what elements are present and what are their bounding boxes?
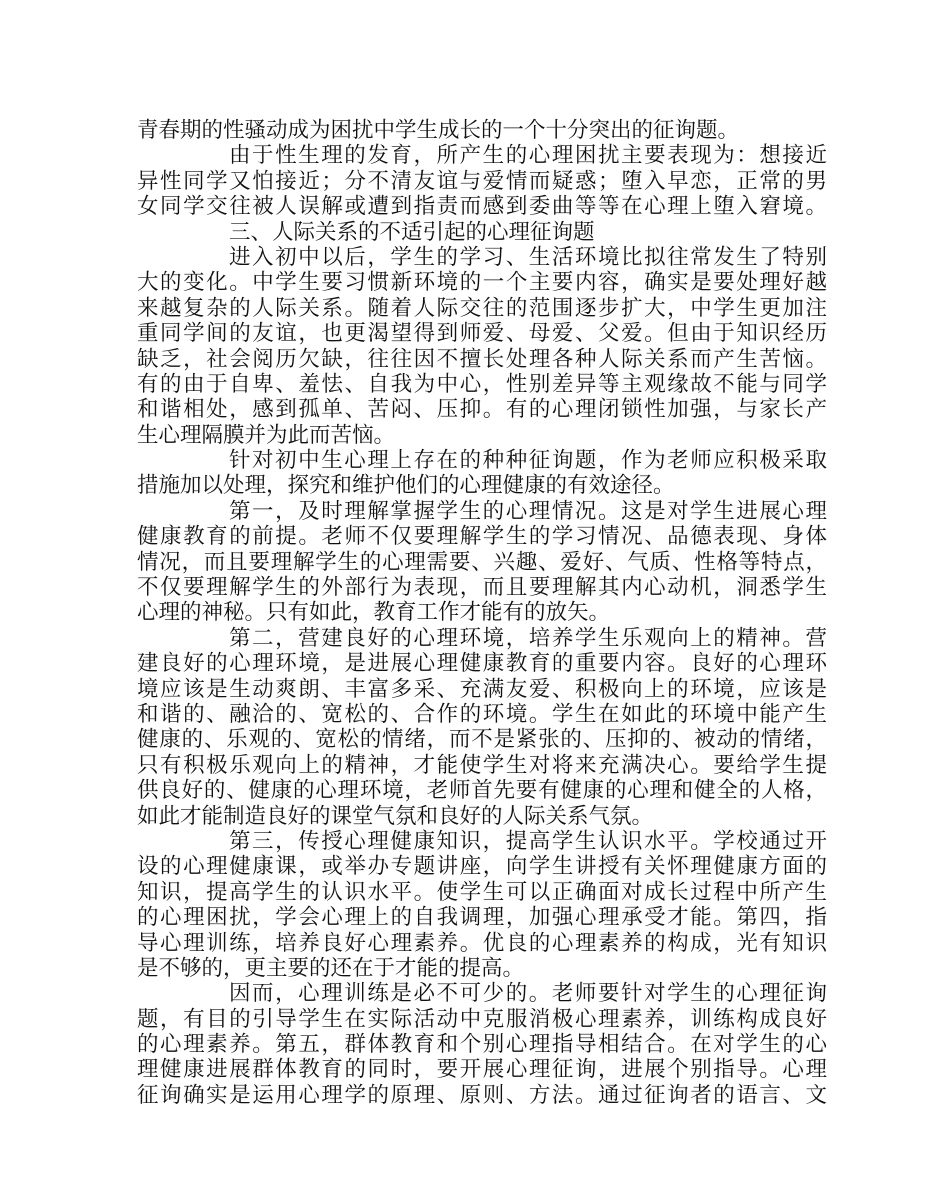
text-line: 措施加以处理，探究和维护他们的心理健康的有效途径。 <box>137 473 675 499</box>
text-line: 因而，心理训练是必不可少的。老师要针对学生的心理征询 <box>229 981 827 1007</box>
text-line: 第一，及时理解掌握学生的心理情况。这是对学生进展心理 <box>229 498 827 524</box>
text-line: 缺乏，社会阅历欠缺，往往因不擅长处理各种人际关系而产生苦恼。 <box>137 346 827 372</box>
text-line: 和谐相处，感到孤单、苦闷、压抑。有的心理闭锁性加强，与家长产 <box>137 397 827 423</box>
text-line: 第三，传授心理健康知识，提高学生认识水平。学校通过开 <box>229 828 827 854</box>
text-line: 第二，营建良好的心理环境，培养学生乐观向上的精神。营 <box>229 625 827 651</box>
text-line: 是不够的，更主要的还在于才能的提高。 <box>137 955 525 981</box>
text-line: 生心理隔膜并为此而苦恼。 <box>137 422 396 448</box>
text-line: 理健康进展群体教育的同时，要开展心理征询，进展个别指导。心理 <box>137 1057 827 1083</box>
text-line: 心理的神秘。只有如此，教育工作才能有的放矢。 <box>137 600 611 626</box>
text-line: 不仅要理解学生的外部行为表现，而且要理解其内心动机，洞悉学生 <box>137 575 827 601</box>
text-line: 境应该是生动爽朗、丰富多采、充满友爱、积极向上的环境，应该是 <box>137 676 827 702</box>
text-line: 重同学间的友谊，也更渴望得到师爱、母爱、父爱。但由于知识经历 <box>137 321 827 347</box>
text-line: 进入初中以后，学生的学习、生活环境比拟往常发生了特别 <box>229 244 827 270</box>
text-line: 健康教育的前提。老师不仅要理解学生的学习情况、品德表现、身体 <box>137 524 827 550</box>
text-line: 的心理素养。第五，群体教育和个别心理指导相结合。在对学生的心 <box>137 1032 827 1058</box>
text-line: 的心理困扰，学会心理上的自我调理，加强心理承受才能。第四，指 <box>137 905 827 931</box>
text-line: 健康的、乐观的、宽松的情绪，而不是紧张的、压抑的、被动的情绪， <box>137 727 827 753</box>
text-line: 导心理训练，培养良好心理素养。优良的心理素养的构成，光有知识 <box>137 930 827 956</box>
text-line: 只有积极乐观向上的精神，才能使学生对将来充满决心。要给学生提 <box>137 752 827 778</box>
text-line: 大的变化。中学生要习惯新环境的一个主要内容，确实是要处理好越 <box>137 270 827 296</box>
text-line: 如此才能制造良好的课堂气氛和良好的人际关系气氛。 <box>137 803 654 829</box>
text-line: 青春期的性骚动成为困扰中学生成长的一个十分突出的征询题。 <box>137 118 740 143</box>
text-line: 三、人际关系的不适引起的心理征询题 <box>229 219 595 245</box>
text-line: 知识，提高学生的认识水平。使学生可以正确面对成长过程中所产生 <box>137 879 827 905</box>
text-line: 供良好的、健康的心理环境，老师首先要有健康的心理和健全的人格， <box>137 778 827 804</box>
text-line: 情况，而且要理解学生的心理需要、兴趣、爱好、气质、性格等特点， <box>137 549 827 575</box>
text-line: 女同学交往被人误解或遭到指责而感到委曲等等在心理上堕入窘境。 <box>137 194 827 220</box>
text-line: 异性同学又怕接近；分不清友谊与爱情而疑惑；堕入早恋，正常的男 <box>137 168 827 194</box>
text-line: 来越复杂的人际关系。随着人际交往的范围逐步扩大，中学生更加注 <box>137 295 827 321</box>
text-line: 有的由于自卑、羞怯、自我为中心，性别差异等主观缘故不能与同学 <box>137 371 827 397</box>
text-line: 设的心理健康课，或举办专题讲座，向学生讲授有关怀理健康方面的 <box>137 854 827 880</box>
text-line: 针对初中生心理上存在的种种征询题，作为老师应积极采取 <box>229 448 827 474</box>
text-line: 征询确实是运用心理学的原理、原则、方法。通过征询者的语言、文 <box>137 1082 827 1108</box>
text-line: 由于性生理的发育，所产生的心理困扰主要表现为：想接近 <box>229 143 827 169</box>
text-line: 题，有目的引导学生在实际活动中克服消极心理素养，训练构成良好 <box>137 1006 827 1032</box>
body-text <box>137 118 827 1108</box>
text-line: 建良好的心理环境，是进展心理健康教育的重要内容。良好的心理环 <box>137 651 827 677</box>
text-line: 和谐的、融洽的、宽松的、合作的环境。学生在如此的环境中能产生 <box>137 701 827 727</box>
